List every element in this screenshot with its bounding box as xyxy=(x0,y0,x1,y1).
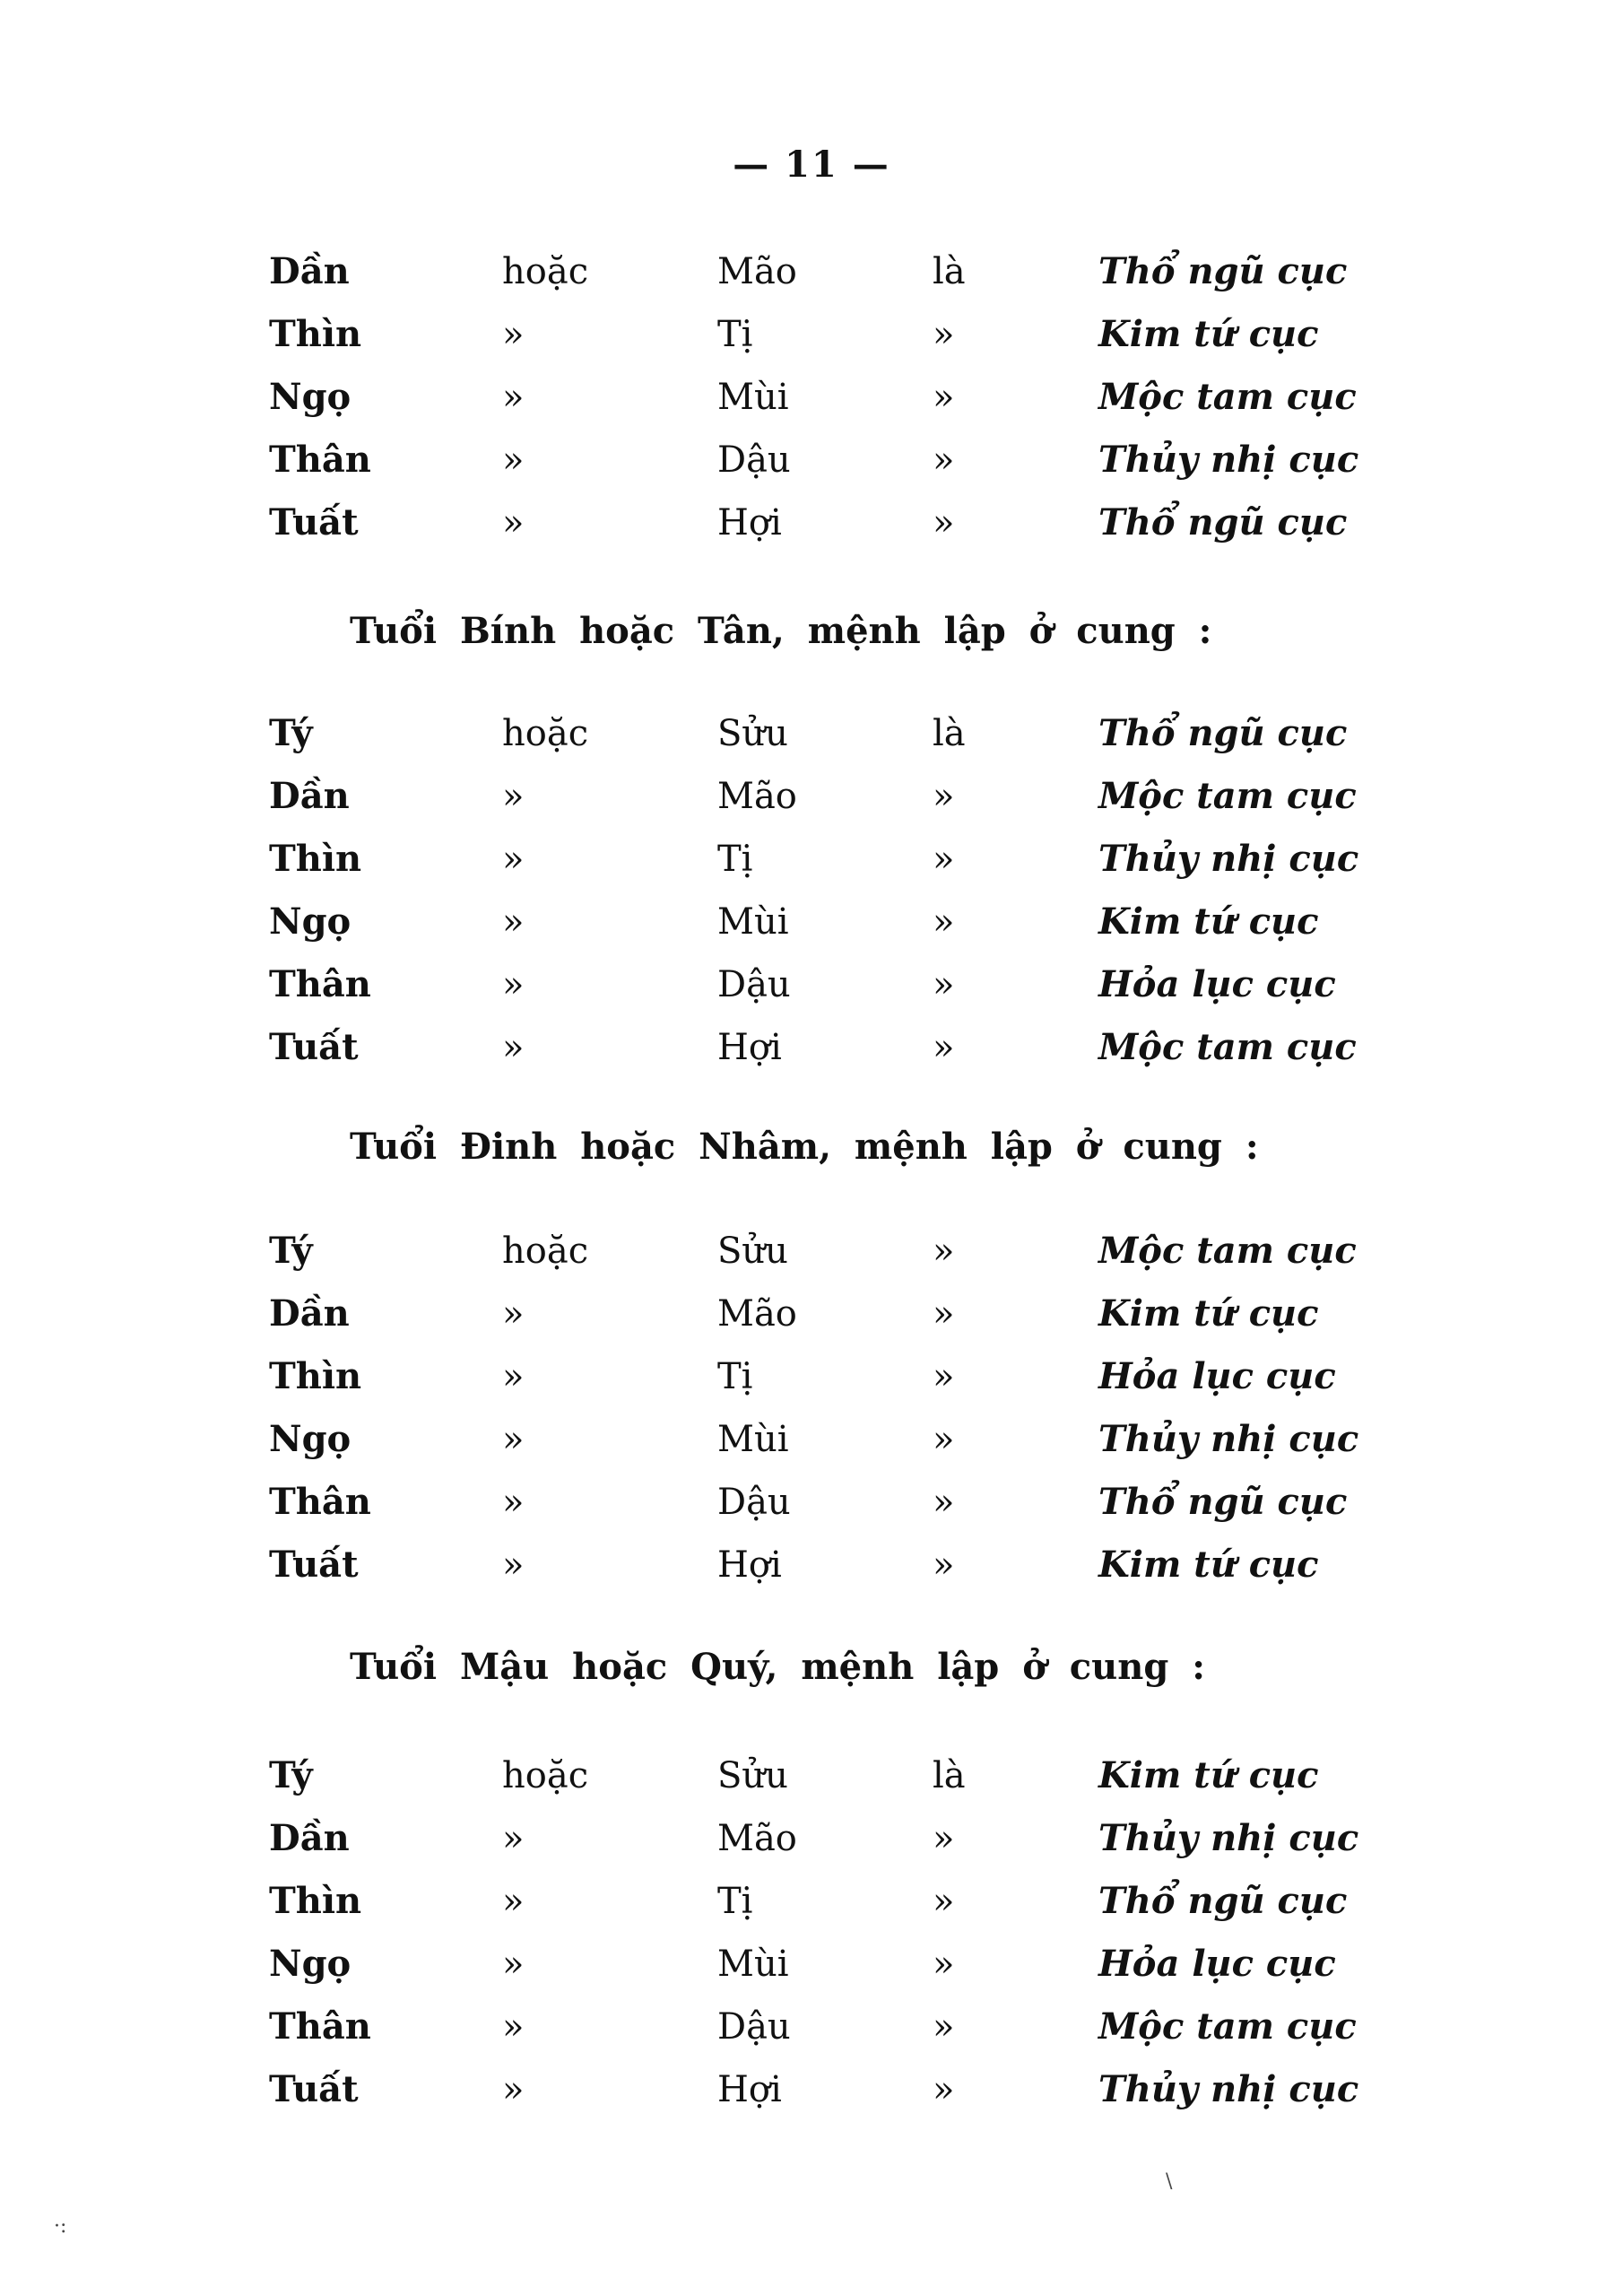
result-cell: Thổ ngũ cục xyxy=(1098,501,1348,544)
result-cell: Thủy nhị cục xyxy=(1098,838,1359,880)
result-cell: Kim tứ cục xyxy=(1098,900,1319,943)
branch-pair-cell: Dậu xyxy=(717,964,791,1005)
branch-cell: Dần xyxy=(269,775,350,817)
page-number: — 11 — xyxy=(733,144,890,186)
section-heading-mau-quy: Tuổi Mậu hoặc Quý, mệnh lập ở cung : xyxy=(350,1646,1205,1688)
branch-pair-cell: Mão xyxy=(717,1818,797,1859)
table-row xyxy=(0,1534,1623,1596)
copula-cell: » xyxy=(933,439,955,481)
copula-cell: » xyxy=(933,2006,955,2048)
result-cell: Mộc tam cục xyxy=(1098,1026,1357,1068)
branch-cell: Tý xyxy=(269,1754,313,1796)
table-row xyxy=(0,1408,1623,1471)
branch-cell: Thìn xyxy=(269,1355,362,1397)
copula-cell: » xyxy=(933,964,955,1005)
connector-cell: » xyxy=(502,839,525,880)
branch-pair-cell: Tị xyxy=(717,839,753,880)
copula-cell: là xyxy=(933,1755,966,1796)
branch-pair-cell: Tị xyxy=(717,1881,753,1922)
connector-cell: » xyxy=(502,1544,525,1586)
section-heading-binh-tan: Tuổi Bính hoặc Tân, mệnh lập ở cung : xyxy=(350,610,1212,652)
connector-cell: hoặc xyxy=(502,251,589,292)
connector-cell: » xyxy=(502,964,525,1005)
result-cell: Thổ ngũ cục xyxy=(1098,1481,1348,1523)
branch-pair-cell: Sửu xyxy=(717,1755,788,1796)
result-cell: Kim tứ cục xyxy=(1098,1292,1319,1335)
table-row xyxy=(0,1996,1623,2058)
branch-cell: Thân xyxy=(269,439,371,481)
branch-pair-cell: Mùi xyxy=(717,377,789,418)
branch-cell: Dần xyxy=(269,1292,350,1335)
branch-cell: Thân xyxy=(269,963,371,1005)
connector-cell: » xyxy=(502,1356,525,1397)
branch-pair-cell: Mùi xyxy=(717,1419,789,1460)
branch-cell: Dần xyxy=(269,1817,350,1859)
connector-cell: » xyxy=(502,1944,525,1985)
copula-cell: » xyxy=(933,901,955,943)
table-row xyxy=(0,491,1623,554)
branch-pair-cell: Mão xyxy=(717,251,797,292)
result-cell: Mộc tam cục xyxy=(1098,376,1357,418)
result-cell: Thủy nhị cục xyxy=(1098,439,1359,481)
branch-cell: Tuất xyxy=(269,1544,359,1586)
branch-cell: Ngọ xyxy=(269,1418,352,1460)
connector-cell: hoặc xyxy=(502,713,589,754)
table-row xyxy=(0,1016,1623,1079)
table-row xyxy=(0,429,1623,491)
copula-cell: » xyxy=(933,1944,955,1985)
branch-pair-cell: Sửu xyxy=(717,713,788,754)
connector-cell: » xyxy=(502,776,525,817)
branch-cell: Tuất xyxy=(269,1026,359,1068)
copula-cell: » xyxy=(933,502,955,544)
table-row xyxy=(0,953,1623,1016)
copula-cell: » xyxy=(933,1027,955,1068)
result-cell: Hỏa lục cục xyxy=(1098,1355,1336,1397)
connector-cell: » xyxy=(502,502,525,544)
connector-cell: hoặc xyxy=(502,1231,589,1272)
table-row xyxy=(0,1283,1623,1345)
branch-cell: Thân xyxy=(269,2005,371,2048)
copula-cell: » xyxy=(933,776,955,817)
copula-cell: » xyxy=(933,1544,955,1586)
copula-cell: » xyxy=(933,2069,955,2110)
result-cell: Mộc tam cục xyxy=(1098,775,1357,817)
result-cell: Kim tứ cục xyxy=(1098,1544,1319,1586)
result-cell: Thủy nhị cục xyxy=(1098,2068,1359,2110)
connector-cell: » xyxy=(502,377,525,418)
table-row xyxy=(0,366,1623,429)
branch-cell: Dần xyxy=(269,250,350,292)
section-heading-dinh-nham: Tuổi Đinh hoặc Nhâm, mệnh lập ở cung : xyxy=(350,1126,1259,1168)
result-cell: Hỏa lục cục xyxy=(1098,1943,1336,1985)
copula-cell: » xyxy=(933,1818,955,1859)
table-row xyxy=(0,1870,1623,1933)
table-section-2 xyxy=(0,1220,1623,1596)
branch-cell: Thân xyxy=(269,1481,371,1523)
table-row xyxy=(0,1933,1623,1996)
copula-cell: là xyxy=(933,713,966,754)
result-cell: Thổ ngũ cục xyxy=(1098,1880,1348,1922)
branch-pair-cell: Hợi xyxy=(717,2069,782,2110)
copula-cell: » xyxy=(933,1293,955,1335)
connector-cell: » xyxy=(502,1419,525,1460)
table-row xyxy=(0,1744,1623,1807)
connector-cell: » xyxy=(502,1881,525,1922)
result-cell: Thủy nhị cục xyxy=(1098,1418,1359,1460)
branch-pair-cell: Hợi xyxy=(717,1027,782,1068)
branch-cell: Ngọ xyxy=(269,900,352,943)
branch-pair-cell: Hợi xyxy=(717,1544,782,1586)
copula-cell: » xyxy=(933,377,955,418)
result-cell: Mộc tam cục xyxy=(1098,2005,1357,2048)
branch-cell: Thìn xyxy=(269,838,362,880)
branch-pair-cell: Tị xyxy=(717,1356,753,1397)
branch-pair-cell: Mùi xyxy=(717,1944,789,1985)
result-cell: Thủy nhị cục xyxy=(1098,1817,1359,1859)
scan-speck: \ xyxy=(1166,2170,1173,2193)
table-row xyxy=(0,702,1623,765)
branch-cell: Tuất xyxy=(269,501,359,544)
connector-cell: » xyxy=(502,1818,525,1859)
table-section-1 xyxy=(0,702,1623,1079)
connector-cell: hoặc xyxy=(502,1755,589,1796)
branch-pair-cell: Sửu xyxy=(717,1231,788,1272)
copula-cell: » xyxy=(933,314,955,355)
result-cell: Kim tứ cục xyxy=(1098,313,1319,355)
table-row xyxy=(0,2058,1623,2121)
copula-cell: » xyxy=(933,1482,955,1523)
connector-cell: » xyxy=(502,1027,525,1068)
branch-pair-cell: Tị xyxy=(717,314,753,355)
copula-cell: » xyxy=(933,1231,955,1272)
table-row xyxy=(0,828,1623,891)
table-row xyxy=(0,303,1623,366)
copula-cell: » xyxy=(933,839,955,880)
branch-pair-cell: Dậu xyxy=(717,1482,791,1523)
branch-cell: Thìn xyxy=(269,313,362,355)
connector-cell: » xyxy=(502,1293,525,1335)
table-row xyxy=(0,1220,1623,1283)
table-row xyxy=(0,1471,1623,1534)
result-cell: Thổ ngũ cục xyxy=(1098,712,1348,754)
result-cell: Thổ ngũ cục xyxy=(1098,250,1348,292)
table-row xyxy=(0,765,1623,828)
table-section-0 xyxy=(0,240,1623,554)
branch-pair-cell: Mão xyxy=(717,776,797,817)
branch-cell: Thìn xyxy=(269,1880,362,1922)
table-row xyxy=(0,891,1623,953)
table-row xyxy=(0,1807,1623,1870)
branch-pair-cell: Mùi xyxy=(717,901,789,943)
copula-cell: » xyxy=(933,1881,955,1922)
connector-cell: » xyxy=(502,1482,525,1523)
result-cell: Kim tứ cục xyxy=(1098,1754,1319,1796)
copula-cell: là xyxy=(933,251,966,292)
result-cell: Hỏa lục cục xyxy=(1098,963,1336,1005)
table-row xyxy=(0,240,1623,303)
connector-cell: » xyxy=(502,901,525,943)
connector-cell: » xyxy=(502,314,525,355)
branch-cell: Ngọ xyxy=(269,1943,352,1985)
connector-cell: » xyxy=(502,439,525,481)
result-cell: Mộc tam cục xyxy=(1098,1230,1357,1272)
branch-cell: Tý xyxy=(269,1230,313,1272)
branch-pair-cell: Dậu xyxy=(717,439,791,481)
branch-cell: Ngọ xyxy=(269,376,352,418)
branch-pair-cell: Dậu xyxy=(717,2006,791,2048)
connector-cell: » xyxy=(502,2069,525,2110)
branch-pair-cell: Mão xyxy=(717,1293,797,1335)
branch-cell: Tý xyxy=(269,712,313,754)
copula-cell: » xyxy=(933,1419,955,1460)
connector-cell: » xyxy=(502,2006,525,2048)
copula-cell: » xyxy=(933,1356,955,1397)
table-section-3 xyxy=(0,1744,1623,2121)
scan-speck: ·: xyxy=(54,2215,67,2238)
table-row xyxy=(0,1345,1623,1408)
branch-cell: Tuất xyxy=(269,2068,359,2110)
branch-pair-cell: Hợi xyxy=(717,502,782,544)
